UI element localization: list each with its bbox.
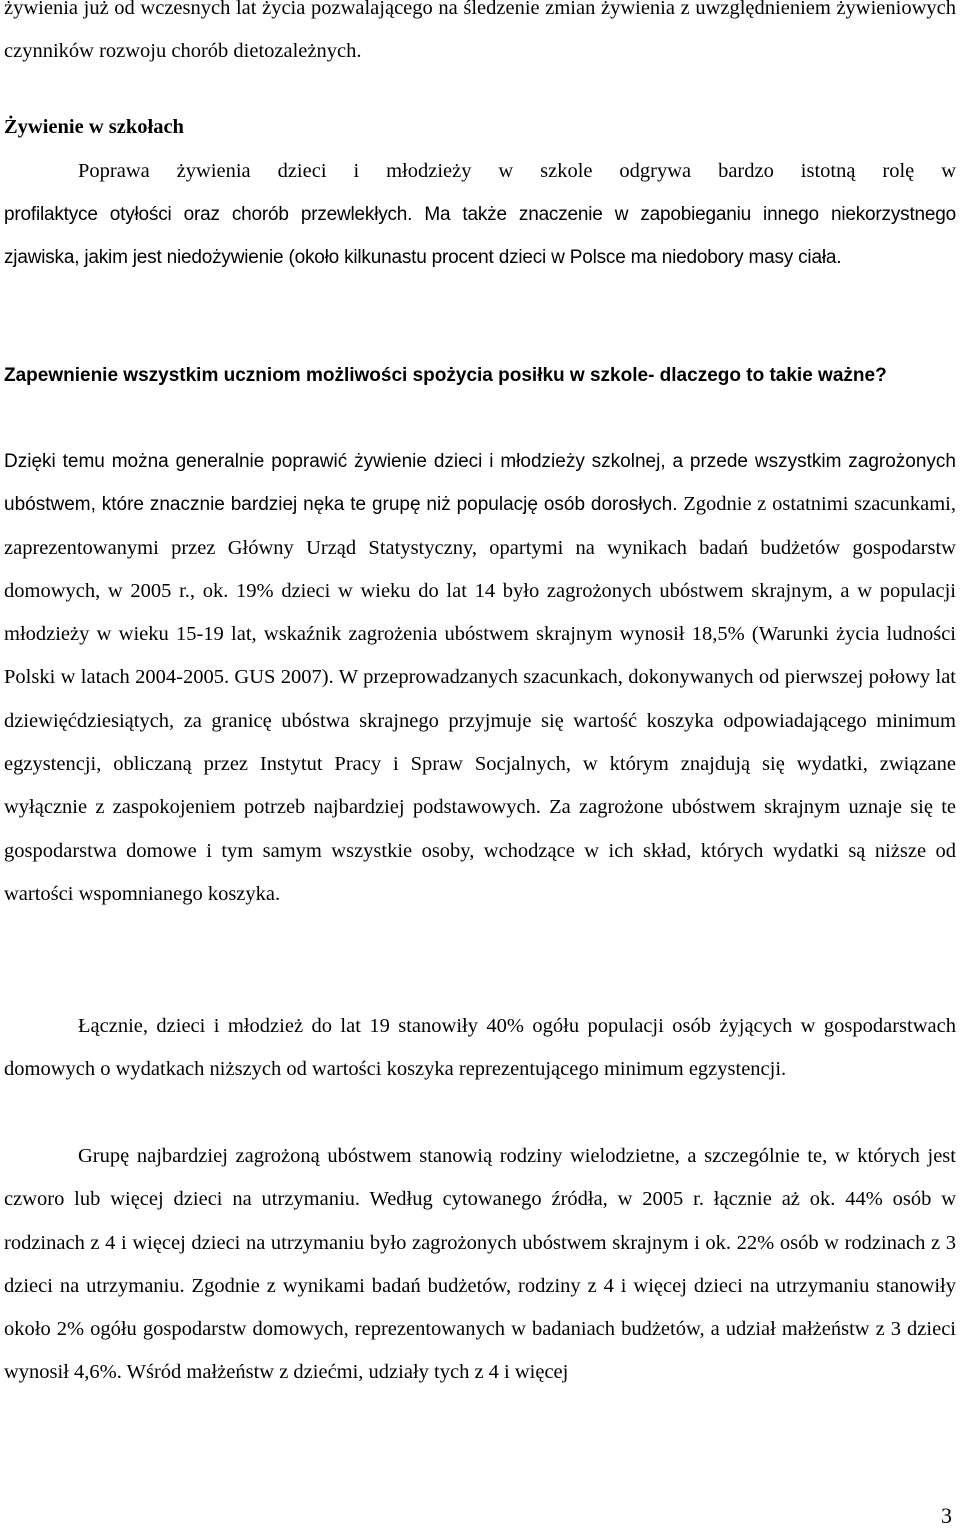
paragraph-large-families: Grupę najbardziej zagrożoną ubóstwem stanowią rodziny wielodzietne, a szczególnie te, w których jest czworo lub więcej dzieci na utrzymaniu. Według cytowanego źródła, w 2005 r. łącznie aż ok. 44% osób w rodzinach z 4 i więcej dzieci na utrzymaniu było zagrożonych ubóstwem skrajnym i ok. 22% osób w rodzinach z 3 dzieci na utrzymaniu. Zgodnie z wynikami badań budżetów, rodziny z 4 i więcej dzieci na utrzymaniu stanowiły około 2% ogółu gospodarstw domowych, reprezentowanych w badaniach budżetów, a udział małżeństw z 3 dzieci wynosił 4,6%. Wśród małżeństw z dziećmi, udziały tych z 4 i więcej [4, 1145, 956, 1384]
paragraph-school-nutrition-first-line: Poprawa żywienia dzieci i młodzieży w szkole odgrywa bardzo istotną rolę w [78, 160, 956, 182]
page-number: 3 [941, 1503, 952, 1528]
paragraph-children-share: Łącznie, dzieci i młodzież do lat 19 stanowiły 40% ogółu populacji osób żyjących w gospodarstwach domowych o wydatkach niższych od wartości koszyka reprezentującego minimum egzystencji. [4, 1015, 956, 1081]
paragraph-poverty-detail: Zgodnie z ostatnimi szacunkami, zaprezentowanymi przez Główny Urząd Statystyczny, opartymi na wynikach badań budżetów gospodarstw domowych, w 2005 r., ok. 19% dzieci w wieku do lat 14 było zagrożonych ubóstwem skrajnym, a w populacji młodzieży w wieku 15-19 lat, wskaźnik zagrożenia ubóstwem skrajnym wynosił 18,5% (Warunki życia ludności Polski w latach 2004-2005. GUS 2007). W przeprowadzanych szacunkach, dokonywanych od pierwszej połowy lat dziewięćdziesiątych, za granicę ubóstwa skrajnego przyjmuje się wartość koszyka odpowiadającego minimum egzystencji, obliczaną przez Instytut Pracy i Spraw Socjalnych, w którym znajdują się wydatki, związane wyłącznie z zaspokojeniem potrzeb najbardziej podstawowych. Za zagrożone ubóstwem skrajnym uznaje się te gospodarstwa domowe i tym samym wszystkie osoby, wchodzące w ich skład, których wydatki są niższe od wartości wspomnianego koszyka. [4, 493, 957, 905]
section-heading-school-nutrition: Żywienie w szkołach [4, 116, 184, 138]
paragraph-intro-continuation: żywienia już od wczesnych lat życia pozwalającego na śledzenie zmian żywienia z uwzględnieniem żywieniowych czynników rozwoju chorób dietozależnych. [4, 0, 956, 63]
section-heading-school-meals: Zapewnienie wszystkim uczniom możliwości spożycia posiłku w szkole- dlaczego to takie ważne? [4, 365, 887, 386]
paragraph-poverty-intro: Dzięki temu można generalnie poprawić żywienie dzieci i młodzieży szkolnej, a przede wszystkim zagrożonych ubóstwem, które znacznie bardziej nęka te grupę niż populację osób dorosłych. [4, 451, 956, 516]
paragraph-poverty-statistics [4, 440, 956, 916]
paragraph-school-nutrition-body: profilaktyce otyłości oraz chorób przewlekłych. Ma także znaczenie w zapobieganiu innego niekorzystnego zjawiska, jakim jest niedożywienie (około kilkunastu procent dzieci w Polsce ma niedobory masy ciała. [4, 204, 956, 269]
